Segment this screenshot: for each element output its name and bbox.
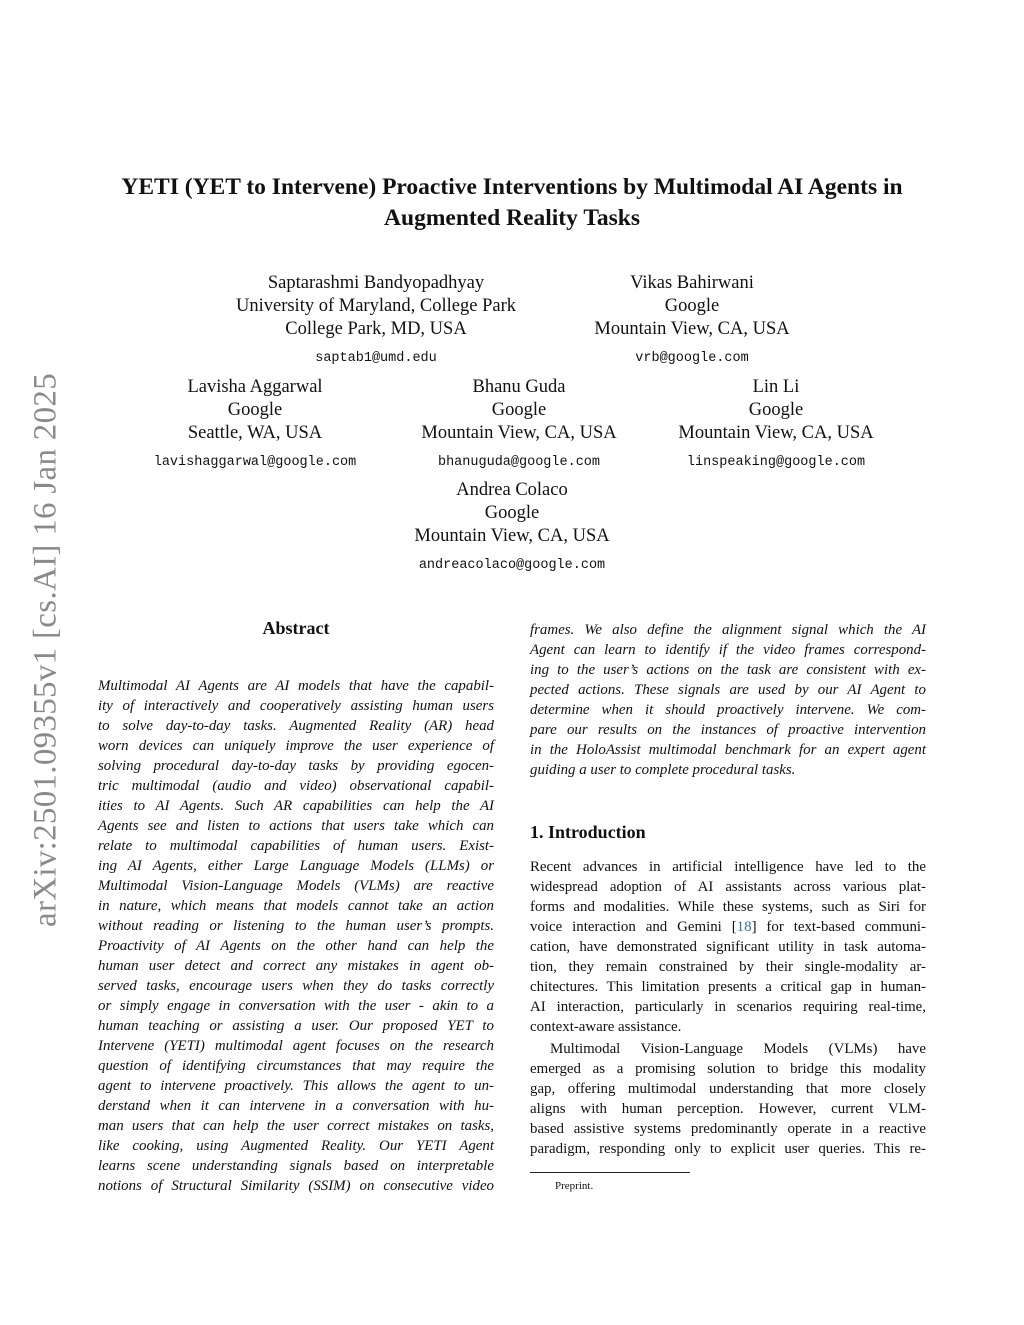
author-email[interactable]: lavishaggarwal@google.com — [153, 455, 357, 470]
intro-line: Recent advances in artificial intelligence have led to the — [530, 859, 926, 875]
paper-title: YETI (YET to Intervene) Proactive Interventions by Multimodal AI Agents in Augmented Reality Tasks — [121, 174, 903, 231]
author-block — [567, 272, 817, 370]
abstract-line: agent to intervene proactively. This allows the agent to un- — [98, 1078, 494, 1094]
section-heading-introduction: 1. Introduction — [530, 822, 646, 842]
abstract-line: or simply engage in conversation with the user - akin to a — [98, 998, 494, 1014]
intro-line: based assistive systems predominantly operate in a reactive — [530, 1121, 926, 1137]
intro-paragraph-2 — [530, 1039, 926, 1159]
abstract-line: solving procedural day-to-day tasks by providing egocen- — [98, 758, 494, 774]
abstract-heading: Abstract — [262, 618, 330, 638]
abstract-line: man users that can help the user correct mistakes on tasks, — [98, 1118, 494, 1134]
author-name: Lin Li — [752, 377, 800, 397]
author-location: Seattle, WA, USA — [187, 423, 323, 443]
author-name: Andrea Colaco — [456, 480, 568, 500]
abstract-line: ing AI Agents, either Large Language Models (LLMs) or — [98, 858, 494, 874]
author-name: Lavisha Aggarwal — [187, 377, 323, 397]
abstract-line: question of identifying circumstances that may require the — [98, 1058, 494, 1074]
author-block — [130, 376, 380, 474]
author-location: Mountain View, CA, USA — [594, 319, 790, 339]
author-block — [201, 272, 551, 370]
abstract-line: Agents see and listen to actions that users take which can — [98, 818, 494, 834]
author-affiliation: Google — [664, 296, 720, 316]
author-block — [394, 376, 644, 474]
intro-line-text: ] for text-based communi- — [751, 919, 926, 935]
author-block — [387, 479, 637, 577]
abstract-line: Multimodal Vision-Language Models (VLMs) are reactive — [98, 878, 494, 894]
author-location: College Park, MD, USA — [285, 319, 467, 339]
abstract-line: ity of interactively and cooperatively assisting human users — [98, 698, 494, 714]
author-email[interactable]: andreacolaco@google.com — [418, 558, 606, 573]
author-affiliation: Google — [227, 400, 283, 420]
author-email[interactable]: saptab1@umd.edu — [315, 351, 437, 366]
abstract-line: in the HoloAssist multimodal benchmark for an expert agent — [530, 742, 926, 758]
intro-line: chitectures. This limitation presents a critical gap in human- — [530, 979, 926, 995]
intro-line: context-aware assistance. — [530, 1019, 682, 1035]
intro-line — [530, 917, 926, 937]
abstract-line: determine when it should proactively intervene. We com- — [530, 702, 926, 718]
author-affiliation: Google — [748, 400, 804, 420]
abstract-line: derstand when it can intervene in a conversation with hu- — [98, 1098, 494, 1114]
author-email[interactable]: bhanuguda@google.com — [437, 455, 601, 470]
author-location: Mountain View, CA, USA — [421, 423, 617, 443]
intro-line: Multimodal Vision-Language Models (VLMs) have — [550, 1041, 926, 1057]
author-block — [651, 376, 901, 474]
intro-line: aligns with human perception. However, current VLM- — [530, 1101, 926, 1117]
abstract-line: Agent can learn to identify if the video frames correspond- — [530, 642, 926, 658]
abstract-line: relate to multimodal capabilities of human users. Exist- — [98, 838, 494, 854]
author-location: Mountain View, CA, USA — [414, 526, 610, 546]
abstract-line: like cooking, using Augmented Reality. Our YETI Agent — [98, 1138, 494, 1154]
author-email[interactable]: vrb@google.com — [635, 351, 749, 366]
abstract-line: in nature, which means that models cannot take an action — [98, 898, 494, 914]
abstract-line: pare our results on the instances of proactive intervention — [530, 722, 926, 738]
intro-line: tion, they remain constrained by their single-modality ar- — [530, 959, 926, 975]
abstract-line: tric multimodal (audio and video) observational capabil- — [98, 778, 494, 794]
abstract-line: served tasks, encourage users when they do tasks correctly — [98, 978, 494, 994]
abstract-line: human user detect and correct any mistakes in agent ob- — [98, 958, 494, 974]
abstract-line: human teaching or assisting a user. Our proposed YET to — [98, 1018, 494, 1034]
intro-line-text: voice interaction and Gemini [ — [530, 919, 737, 935]
abstract-line: Multimodal AI Agents are AI models that have the capabil- — [98, 678, 494, 694]
intro-paragraph-1 — [530, 857, 926, 1037]
abstract-line: Intervene (YETI) multimodal agent focuses on the research — [98, 1038, 494, 1054]
intro-line: forms and modalities. While these systems, such as Siri for — [530, 899, 926, 915]
intro-line: emerged as a promising solution to bridge this modality — [530, 1061, 926, 1077]
arxiv-stamp: arXiv:2501.09355v1 [cs.AI] 16 Jan 2025 — [27, 373, 64, 927]
abstract-text-continued — [530, 620, 926, 780]
abstract-line: to solve day-to-day tasks. Augmented Reality (AR) head — [98, 718, 494, 734]
author-affiliation: University of Maryland, College Park — [235, 296, 516, 316]
abstract-line: pected actions. These signals are used by our AI Agent to — [530, 682, 926, 698]
abstract-line: guiding a user to complete procedural tasks. — [530, 762, 796, 778]
abstract-line: ities to AI Agents. Such AR capabilities can help the AI — [98, 798, 494, 814]
author-affiliation: Google — [491, 400, 547, 420]
intro-line: cation, have demonstrated significant utility in task automa- — [530, 939, 926, 955]
author-name: Vikas Bahirwani — [630, 273, 754, 293]
abstract-text — [98, 676, 494, 1196]
abstract-line: learns scene understanding signals based on interpretable — [98, 1158, 494, 1174]
author-location: Mountain View, CA, USA — [678, 423, 874, 443]
abstract-line: ing to the user’s actions on the task are consistent with ex- — [530, 662, 926, 678]
intro-line: widespread adoption of AI assistants across various plat- — [530, 879, 926, 895]
author-name: Saptarashmi Bandyopadhyay — [267, 273, 485, 293]
abstract-line: worn devices can uniquely improve the user experience of — [98, 738, 494, 754]
intro-line: paradigm, responding only to explicit user queries. This re- — [530, 1141, 926, 1157]
abstract-line: frames. We also define the alignment signal which the AI — [530, 622, 926, 638]
citation-link[interactable]: 18 — [736, 919, 752, 935]
footnote-rule — [530, 1172, 690, 1173]
author-affiliation: Google — [484, 503, 540, 523]
footnote: Preprint. — [555, 1180, 594, 1192]
intro-line: gap, offering multimodal understanding that more closely — [530, 1081, 926, 1097]
author-email[interactable]: linspeaking@google.com — [686, 455, 866, 470]
abstract-line: Proactivity of AI Agents on the other hand can help the — [98, 938, 494, 954]
abstract-line: notions of Structural Similarity (SSIM) on consecutive video — [98, 1178, 494, 1194]
intro-line: AI interaction, particularly in scenarios requiring real-time, — [530, 999, 926, 1015]
author-name: Bhanu Guda — [472, 377, 566, 397]
abstract-line: without reading or listening to the human user’s prompts. — [98, 918, 494, 934]
